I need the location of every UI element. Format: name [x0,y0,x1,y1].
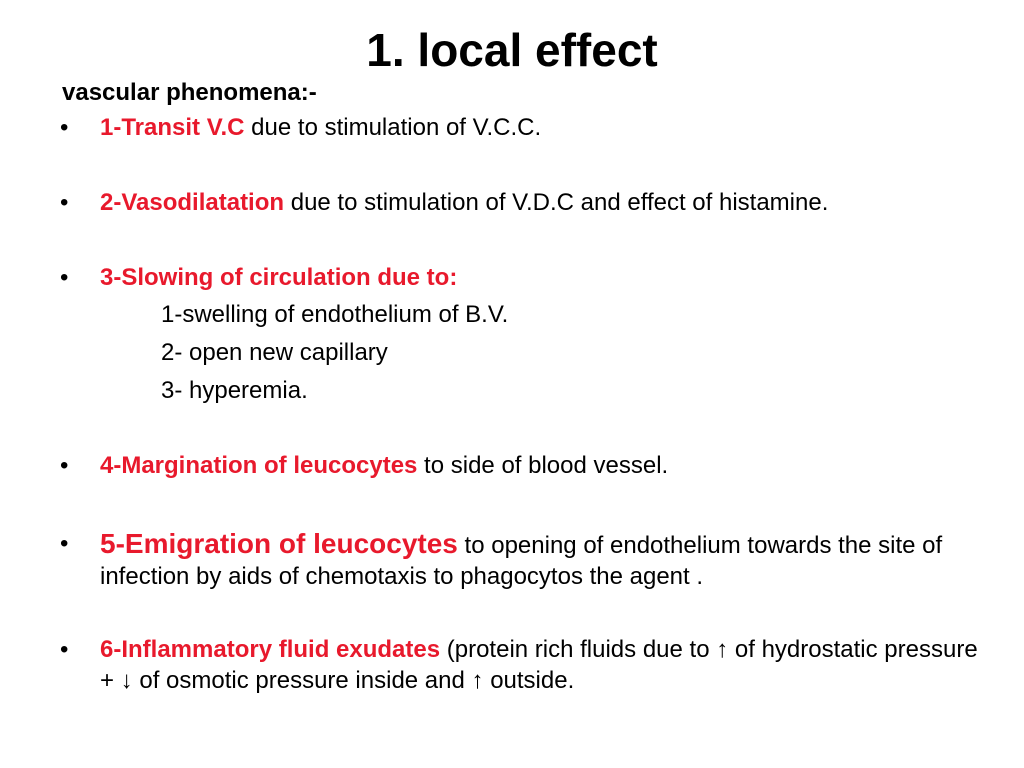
bullet-item-4 [60,450,990,481]
bullet-highlight: 3-Slowing of circulation due to: [100,264,458,291]
bullet-icon: • [60,114,69,141]
bullet-text: to side of blood vessel. [417,452,669,479]
bullet-icon: • [60,189,69,216]
bullet-highlight: 5-Emigration of leucocytes [100,528,458,559]
bullet-text: to opening of endothelium towards the site of infection by aids of chemotaxis to phagocytos the agent . [100,532,943,590]
section-subtitle: vascular phenomena:- [62,79,317,106]
bullet-text: due to stimulation of V.C.C. [244,114,542,141]
bullet-item-6 [60,634,990,696]
bullet-icon: • [60,264,69,291]
sub-item-2: 2- open new capillary [161,339,388,366]
bullet-icon: • [60,530,69,557]
sub-item-3: 3- hyperemia. [161,377,308,404]
bullet-highlight: 4-Margination of leucocytes [100,452,418,479]
bullet-item-5 [60,528,990,592]
bullet-item-2 [60,187,990,218]
bullet-text: (protein rich fluids due to ↑ of hydrostatic pressure + ↓ of osmotic pressure inside and ↑ outside. [100,636,978,694]
bullet-icon: • [60,636,69,663]
bullet-item-3 [60,262,990,293]
bullet-highlight: 6-Inflammatory fluid exudates [100,636,441,663]
bullet-highlight: 2-Vasodilatation [100,189,285,216]
bullet-highlight: 1-Transit V.C [100,114,245,141]
bullet-icon: • [60,452,69,479]
slide-title: 1. local effect [366,24,658,76]
sub-item-1: 1-swelling of endothelium of B.V. [161,301,509,328]
bullet-item-1 [60,112,990,143]
bullet-text: due to stimulation of V.D.C and effect of histamine. [284,189,829,216]
